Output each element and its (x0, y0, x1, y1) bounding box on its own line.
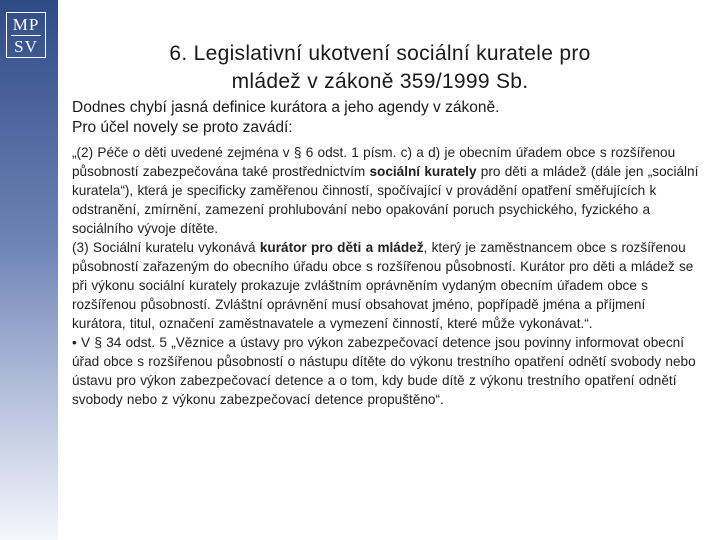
p2-bold: kurátor pro děti a mládež (259, 240, 424, 255)
slide-body (72, 143, 702, 409)
p3-text: • V § 34 odst. 5 „Věznice a ústavy pro výkon zabezpečovací detence jsou povinny informovat obecní úřad obce s rozšířenou působností o nástupu dítěte do výkonu trestního opatření odnětí svobody nebo ústavu pro výkon zabezpečovací detence a o tom, kdy bude dítě z výkonu trestního opatření odnětí svobody nebo z výkonu zabezpečovací detence propuštěno“. (72, 335, 696, 407)
paragraph-2 (72, 238, 702, 333)
p1-text-b: pro děti a mládež (dále jen „sociální kuratela“), která je specificky zaměřenou činností, spočívající v provádění opatření směřujících k odstranění, zmírnění, zamezení prohlubování nebo opakování poruch psychického, fyzického a sociálního vývoje dítěte. (72, 164, 699, 236)
mpsv-logo (6, 12, 46, 58)
intro-line-2: Pro účel novely se proto zavádí: (72, 119, 293, 136)
paragraph-3 (72, 333, 702, 409)
sidebar-gradient (0, 0, 58, 540)
intro-line-1: Dodnes chybí jasná definice kurátora a jeho agendy v zákoně. (72, 99, 500, 116)
title-line-2: mládež v zákoně 359/1999 Sb. (231, 70, 529, 93)
p2-text-a: (3) Sociální kuratelu vykonává (72, 240, 260, 255)
p2-text-b: , který je zaměstnancem obce s rozšířenou působností zařazeným do obecního úřadu obce s rozšířenou působností. Kurátor pro děti a mládež se při výkonu sociální kurately prokazuje zvláštním oprávněním vydaným obecním úřadem obce s rozšířenou působností. Zvláštní oprávnění musí obsahovat jméno, popřípadě jména a příjmení kurátora, titul, označení zaměstnavatele a vymezení činností, které může vykonávat.“. (72, 240, 694, 331)
title-line-1: 6. Legislativní ukotvení sociální kuratele pro (169, 42, 591, 65)
logo-line1: MP (12, 14, 40, 34)
paragraph-1 (72, 143, 702, 238)
p1-bold: sociální kurately (369, 164, 477, 179)
logo-line2: SV (14, 36, 38, 56)
slide-title (90, 40, 670, 96)
intro-text (72, 98, 692, 138)
p1-text-a: „(2) Péče o děti uvedené zejména v § 6 odst. 1 písm. c) a d) je obecním úřadem obce s rozšířenou působností zabezpečována také prostřednictvím (72, 145, 676, 179)
logo-divider (11, 35, 41, 36)
